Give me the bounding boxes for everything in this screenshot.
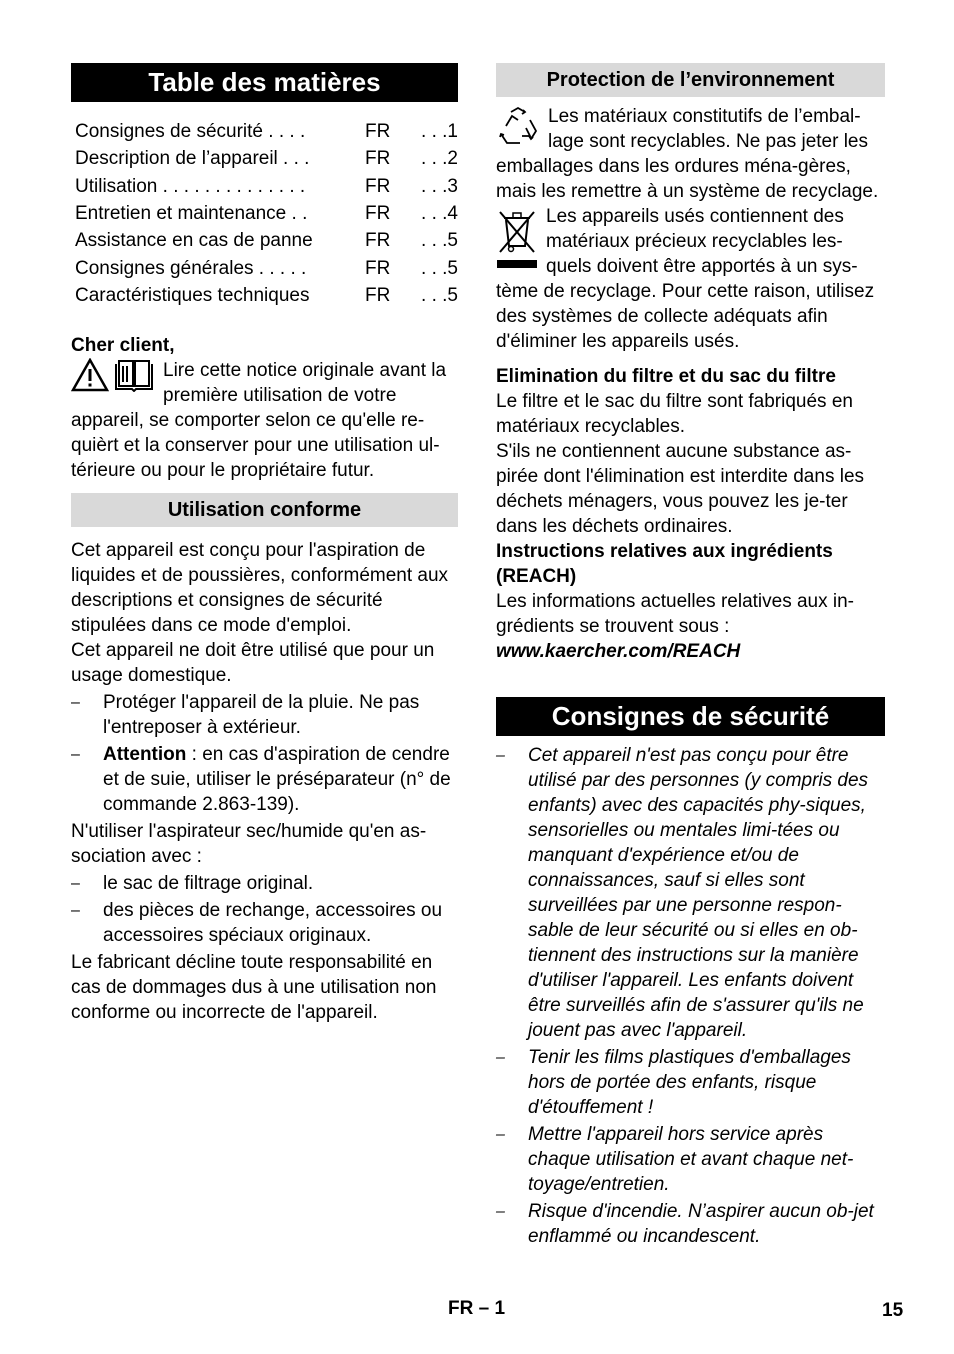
greeting: Cher client, <box>71 335 175 357</box>
weee-icon-wrap <box>496 206 538 270</box>
toc-entry-title: Utilisation . . . . . . . . . . . . . . <box>75 175 306 197</box>
paragraph: Le filtre et le sac du filtre sont fabriqués en matériaux recyclables. <box>496 391 853 437</box>
paragraph: N'utiliser l'aspirateur sec/humide qu'en as-sociation avec : <box>71 821 427 868</box>
page-number: 15 <box>882 1300 904 1321</box>
dash-bullet: – <box>71 746 80 764</box>
dash-bullet: – <box>71 875 80 893</box>
toc-entry-lang: FR <box>365 175 391 197</box>
paragraph: Cet appareil ne doit être utilisé que pour un usage domestique. <box>71 640 435 687</box>
recycle-icon <box>496 106 540 146</box>
toc-entry-page: . . .5 <box>421 257 458 279</box>
accessories-list <box>71 871 458 948</box>
paragraph: S'ils ne contiennent aucune substance as-pirée dont l'élimination est interdite dans les déchets ménagers, vous pouvez les je-ter dans les déchets ordinaires. <box>496 441 865 537</box>
paragraph: Cet appareil est conçu pour l'aspiration de liquides et de poussières, conformément aux descriptions et consignes de sécurité stipulées dans ce mode d'emploi. <box>71 540 449 637</box>
list-item-text: Tenir les films plastiques d'emballages hors de portée des enfants, risque d'étouffement ! <box>528 1047 851 1118</box>
filtre-heading: Elimination du filtre et du sac du filtre <box>496 366 836 387</box>
intro-text: Lire cette notice originale avant la première utilisation de votre appareil, se comporter selon ce qu'elle re-quièrt et la conserver pour une utilisation ul-térieure ou pour le propriétaire futur. <box>71 360 447 482</box>
toc-row[interactable] <box>75 145 458 172</box>
toc-row[interactable] <box>75 282 458 309</box>
dash-bullet: – <box>496 1049 505 1066</box>
list-item <box>496 1199 885 1249</box>
toc-entry-lang: FR <box>365 257 391 279</box>
toc-heading: Table des matières <box>71 63 458 102</box>
list-item-text: Mettre l'appareil hors service après chaque utilisation et avant chaque net-toyage/entretien. <box>528 1124 854 1195</box>
list-item <box>71 742 458 817</box>
weee-bin-icon <box>496 206 538 270</box>
toc-entry-lang: FR <box>365 148 391 170</box>
right-column <box>496 63 885 1251</box>
toc-entry-title: Caractéristiques techniques <box>75 284 310 306</box>
toc-entry-title: Entretien et maintenance . . <box>75 203 308 225</box>
list-item-text: des pièces de rechange, accessoires ou accessoires spéciaux originaux. <box>103 900 443 947</box>
toc-row[interactable] <box>75 254 458 281</box>
manual-book-icon <box>113 358 155 392</box>
usage-list <box>71 690 458 817</box>
footer-lang-page: FR – 1 <box>448 1298 506 1319</box>
toc-row[interactable] <box>75 173 458 200</box>
toc-row[interactable] <box>75 118 458 145</box>
toc-entry-lang: FR <box>365 121 391 143</box>
toc-row[interactable] <box>75 227 458 254</box>
recycle-icon-wrap <box>496 106 540 146</box>
toc-entry-page: . . .4 <box>421 203 458 225</box>
toc-entry-page: . . .1 <box>421 121 458 143</box>
attention-label: Attention <box>103 744 187 766</box>
intro-icons <box>71 358 155 392</box>
toc-entry-page: . . .5 <box>421 284 458 306</box>
weee-block <box>496 204 885 354</box>
toc-entry-page: . . .5 <box>421 230 458 252</box>
recycle-text: Les matériaux constitutifs de l’embal-lage sont recyclables. Ne pas jeter les emballages dans les ordures ména-gères, mais les remettre à un système de recyclage. <box>496 106 879 202</box>
list-item <box>496 743 885 1043</box>
list-item <box>71 898 458 948</box>
toc-entry-title: Description de l’appareil . . . <box>75 148 310 170</box>
utilisation-heading: Utilisation conforme <box>71 493 458 527</box>
dash-bullet: – <box>496 1126 505 1143</box>
list-item-text: Risque d'incendie. N’aspirer aucun ob-jet enflammé ou incandescent. <box>528 1201 874 1247</box>
reach-heading: Instructions relatives aux ingrédients (REACH) <box>496 541 833 587</box>
toc-entry-lang: FR <box>365 203 391 225</box>
toc-entry-lang: FR <box>365 284 391 306</box>
toc-row[interactable] <box>75 200 458 227</box>
securite-heading: Consignes de sécurité <box>496 697 885 736</box>
paragraph: Le fabricant décline toute responsabilité en cas de dommages dus à une utilisation non conforme ou incorrecte de l'appareil. <box>71 952 437 1024</box>
environment-heading: Protection de l’environnement <box>496 63 885 97</box>
list-item-text: Protéger l'appareil de la pluie. Ne pas l'entreposer à extérieur. <box>103 692 420 739</box>
list-item-text: le sac de filtrage original. <box>103 873 314 895</box>
toc-entry-page: . . .3 <box>421 175 458 197</box>
table-of-contents <box>75 118 458 309</box>
dash-bullet: – <box>71 694 80 712</box>
toc-entry-title: Consignes générales . . . . . <box>75 257 307 279</box>
intro-block <box>71 358 458 483</box>
reach-link[interactable]: www.kaercher.com/REACH <box>496 641 741 662</box>
toc-entry-page: . . .2 <box>421 148 458 170</box>
paragraph: Les informations actuelles relatives aux in-grédients se trouvent sous : <box>496 591 855 637</box>
recycle-block <box>496 104 885 204</box>
list-item-text: Cet appareil n'est pas conçu pour être utilisé par des personnes (y compris des enfants) avec des capacités phy-siques, sensorielles ou mentales limi-tées ou manquant d'expérience et/ou de connaissances, sauf si elles sont surveillées par une personne respon-sable de leur sécurité ou si elles en ob-tiennent des instructions sur la manière d'utiliser l'appareil. Les enfants doivent être surveillés afin de s'assurer qu'ils ne jouent pas avec l'appareil. <box>528 745 869 1041</box>
list-item <box>71 690 458 740</box>
toc-entry-lang: FR <box>365 230 391 252</box>
warning-icon <box>71 358 109 392</box>
weee-text: Les appareils usés contiennent des matériaux précieux recyclables les-quels doivent être apportés à un sys-tème de recyclage. Pour cette raison, utilisez des systèmes de collecte adéquats afin d'éliminer les appareils usés. <box>496 206 875 352</box>
dash-bullet: – <box>71 902 80 920</box>
list-item <box>496 1122 885 1197</box>
list-item-text: : en cas d'aspiration de cendre et de suie, utiliser le préséparateur (n° de commande 2.863-139). <box>103 744 451 816</box>
toc-entry-title: Assistance en cas de panne <box>75 230 313 252</box>
dash-bullet: – <box>496 747 505 764</box>
left-column <box>71 63 458 1025</box>
toc-entry-title: Consignes de sécurité . . . . <box>75 121 306 143</box>
list-item <box>71 871 458 896</box>
dash-bullet: – <box>496 1203 505 1220</box>
securite-list <box>496 743 885 1249</box>
list-item <box>496 1045 885 1120</box>
